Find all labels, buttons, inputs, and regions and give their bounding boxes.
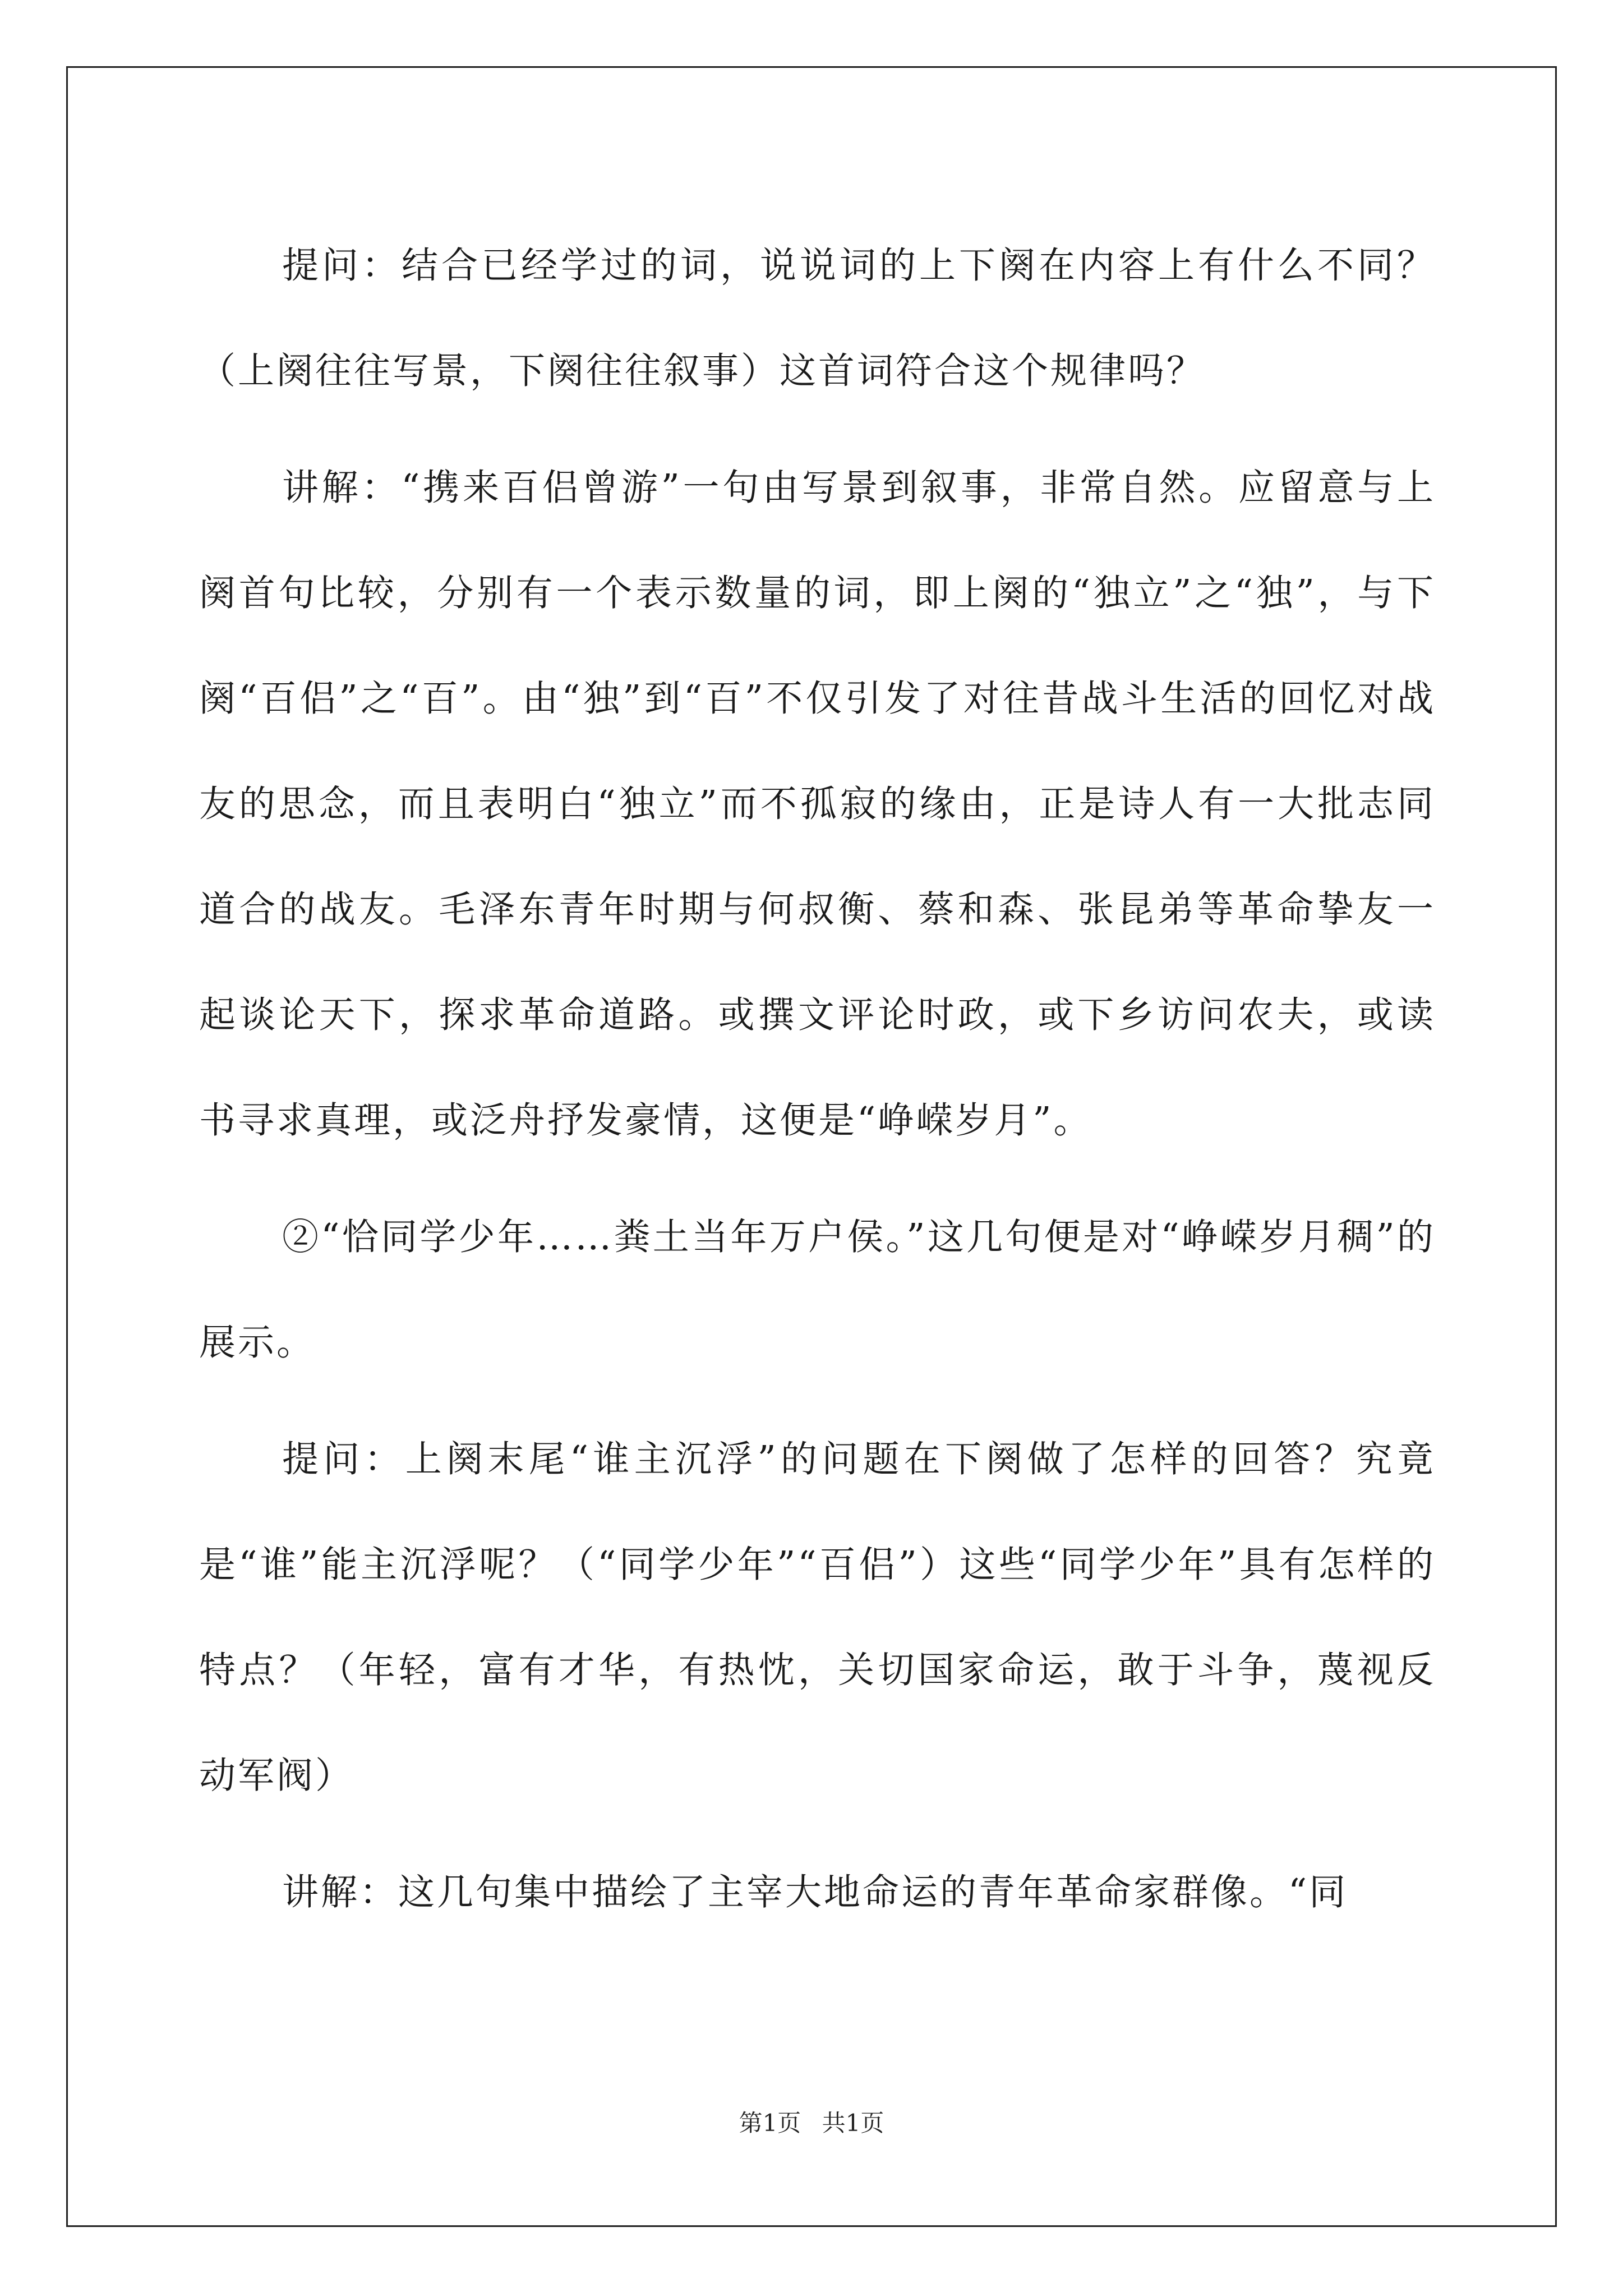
paragraph-point-two: ②“恰同学少年……粪土当年万户侯。”这几句便是对“峥嵘岁月稠”的展示。 <box>199 1216 1436 1364</box>
paragraph-question-who-rules: 提问：上阕末尾“谁主沉浮”的问题在下阕做了怎样的回答？究竟是“谁”能主沉浮呢？（“同学少年”“百侣”）这些“同学少年”具有怎样的特点？（年轻，富有才华，有热忱，关切国家命运，敢于斗争，蔑视反动军阀） <box>199 1438 1436 1797</box>
paragraph-explanation-youth: 讲解：这几句集中描绘了主宰大地命运的青年革命家群像。“同 <box>282 1871 1348 1913</box>
paragraph-explanation-companions: 讲解：“携来百侣曾游”一句由写景到叙事，非常自然。应留意与上阕首句比较，分别有一个表示数量的词，即上阕的“独立”之“独”，与下阕“百侣”之“百”。由“独”到“百”不仅引发了对往昔战斗生活的回忆对战友的思念，而且表明白“独立”而不孤寂的缘由，正是诗人有一大批志同道合的战友。毛泽东青年时期与何叔衡、蔡和森、张昆弟等革命挚友一起谈论天下，探求革命道路。或撰文评论时政，或下乡访问农夫，或读书寻求真理，或泛舟抒发豪情，这便是“峥嵘岁月”。 <box>199 467 1436 1142</box>
paragraph-question-structure: 提问：结合已经学过的词，说说词的上下阕在内容上有什么不同？（上阕往往写景，下阕往往叙事）这首词符合这个规律吗？ <box>199 245 1436 392</box>
document-body <box>199 213 1436 1945</box>
page-number: 第1页 <box>739 2109 801 2137</box>
page-footer <box>0 2105 1623 2138</box>
page-total: 共1页 <box>822 2109 884 2137</box>
